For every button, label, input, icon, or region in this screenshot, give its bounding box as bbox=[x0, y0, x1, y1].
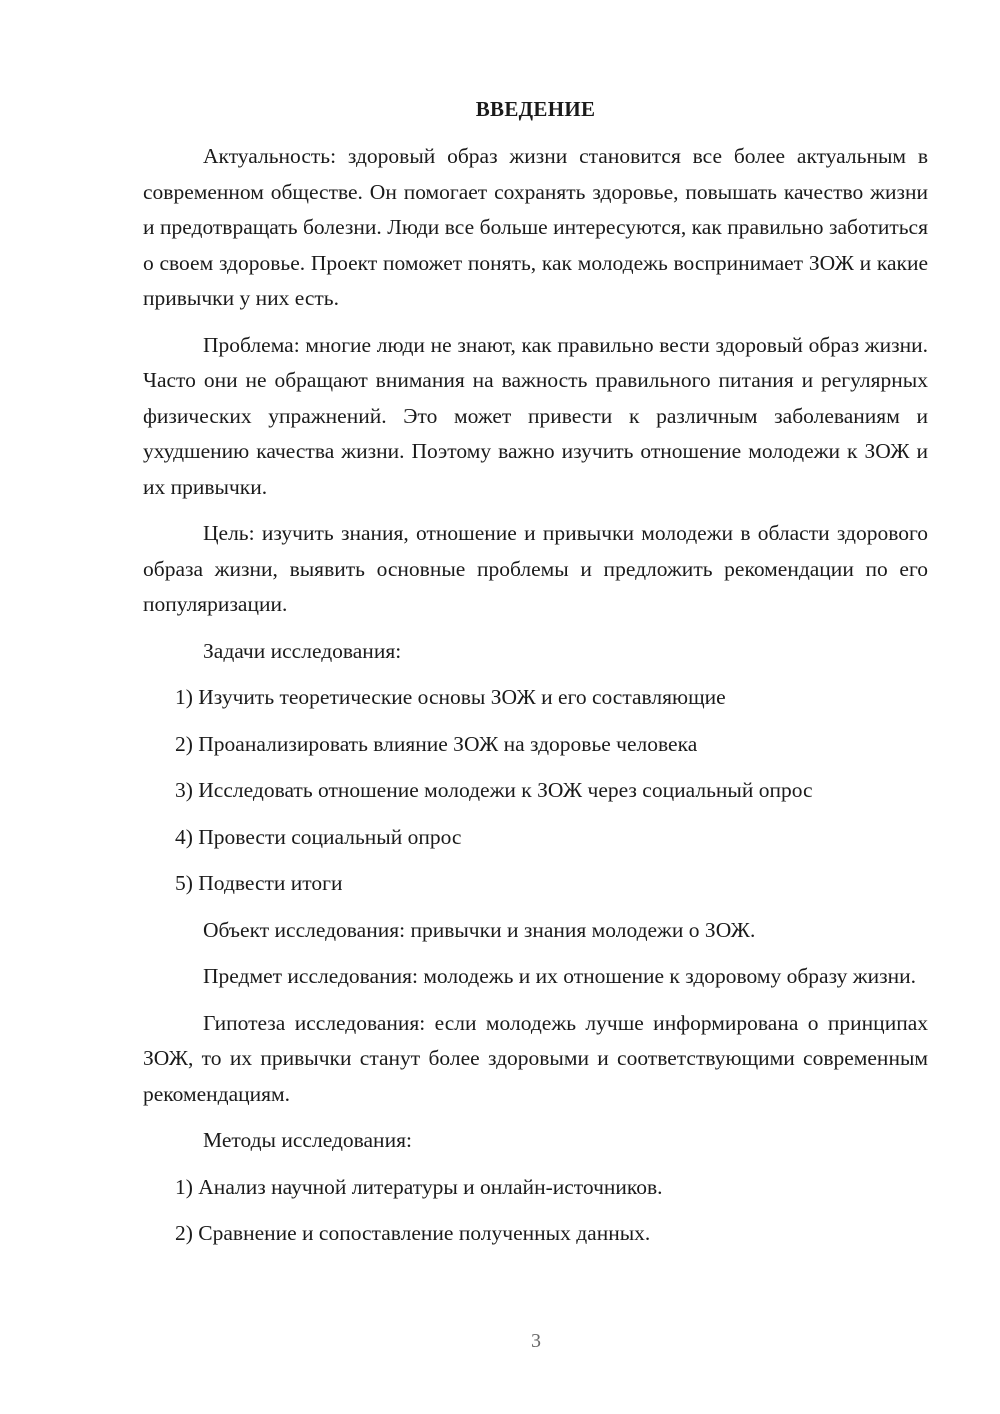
list-item: 1) Анализ научной литературы и онлайн-источников. bbox=[175, 1174, 663, 1199]
tasks-heading: Задачи исследования: bbox=[203, 638, 402, 663]
list-item: 2) Сравнение и сопоставление полученных данных. bbox=[175, 1221, 651, 1245]
list-item: 2) Проанализировать влияние ЗОЖ на здоровье человека bbox=[175, 731, 698, 756]
goal-paragraph: Цель: изучить знания, отношение и привычки молодежи в области здорового образа жизни, выявить основные проблемы и предложить рекомендации по его популяризации. bbox=[143, 521, 928, 616]
hypothesis-paragraph: Гипотеза исследования: если молодежь лучше информирована о принципах ЗОЖ, то их привычки станут более здоровыми и соответствующими современным рекомендациям. bbox=[143, 1010, 928, 1106]
list-item: 4) Провести социальный опрос bbox=[175, 824, 462, 849]
page-number: 3 bbox=[531, 1330, 541, 1352]
list-item: 3) Исследовать отношение молодежи к ЗОЖ через социальный опрос bbox=[175, 778, 813, 802]
relevance-paragraph: Актуальность: здоровый образ жизни становится все более актуальным в современном обществе. Он помогает сохранять здоровье, повышать качество жизни и предотвращать болезни. Люди все больше интересуются, как правильно заботиться о своем здоровье. Проект поможет понять, как молодежь воспринимает ЗОЖ и какие привычки у них есть. bbox=[143, 144, 928, 310]
page-title: ВВЕДЕНИЕ bbox=[475, 97, 596, 121]
subject-paragraph: Предмет исследования: молодежь и их отношение к здоровому образу жизни. bbox=[203, 964, 917, 988]
object-paragraph: Объект исследования: привычки и знания молодежи о ЗОЖ. bbox=[203, 917, 756, 942]
list-item: 5) Подвести итоги bbox=[175, 871, 343, 895]
problem-paragraph: Проблема: многие люди не знают, как правильно вести здоровый образ жизни. Часто они не обращают внимания на важность правильного питания и регулярных физических упражнений. Это может привести к различным заболеваниям и ухудшению качества жизни. Поэтому важно изучить отношение молодежи к ЗОЖ и их привычки. bbox=[143, 332, 928, 499]
methods-heading: Методы исследования: bbox=[203, 1128, 412, 1152]
list-item: 1) Изучить теоретические основы ЗОЖ и его составляющие bbox=[175, 685, 726, 709]
document-page bbox=[143, 92, 928, 1252]
